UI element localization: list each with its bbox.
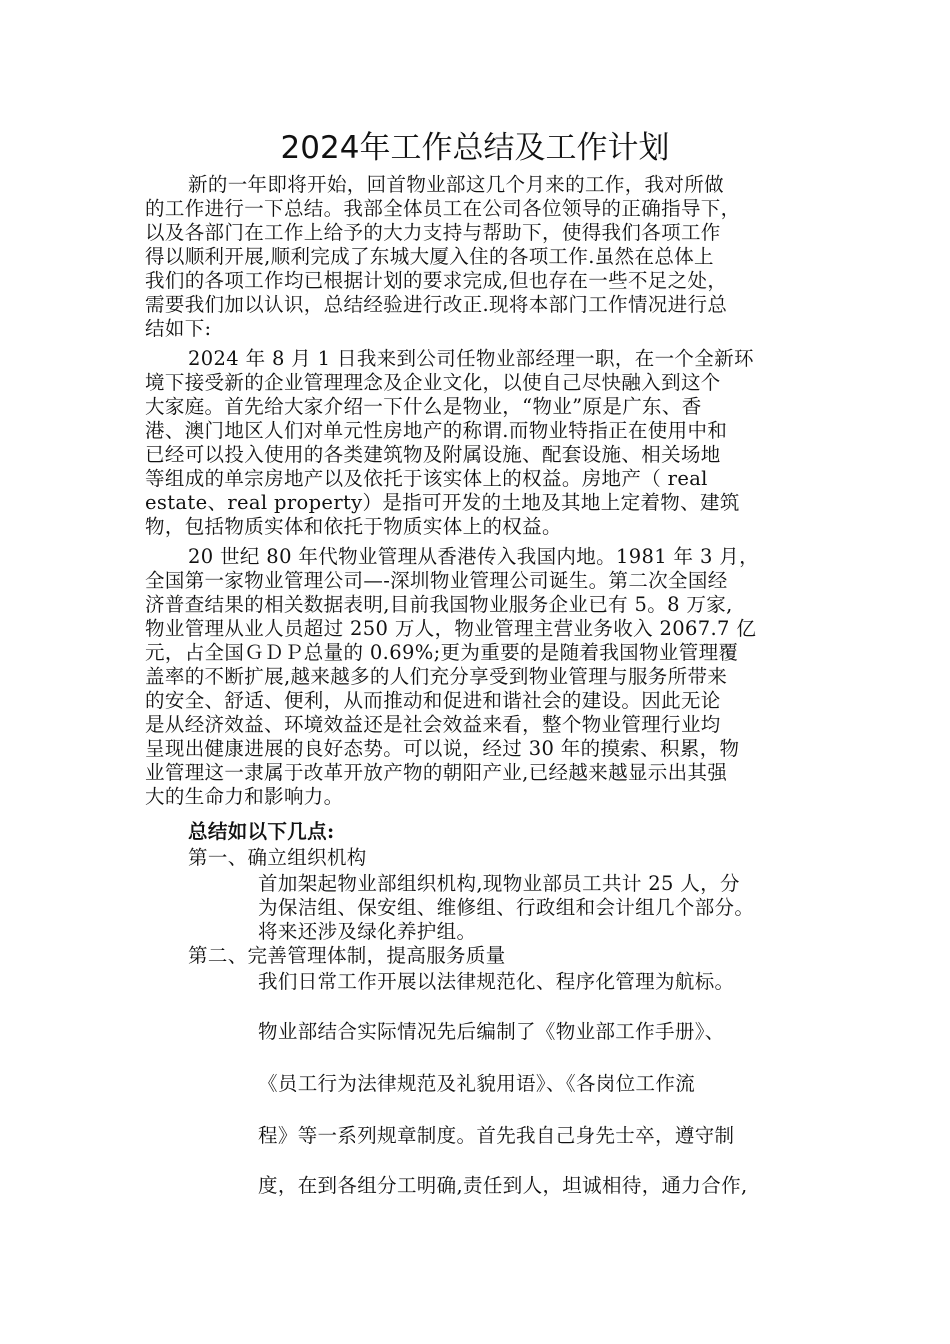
paragraph-line: 济普查结果的相关数据表明,目前我国物业服务企业已有 5。8 万家, [145,593,733,616]
paragraph-line: estate、real property）是指可开发的土地及其地上定着物、建筑 [145,491,740,514]
summary-heading: 总结如以下几点: [188,820,335,843]
paragraph-line: 港、澳门地区人们对单元性房地产的称谓.而物业特指正在使用中和 [145,419,728,442]
paragraph-line: 物，包括物质实体和依托于物质实体上的权益。 [145,515,562,538]
paragraph-line: 2024 年 8 月 1 日我来到公司任物业部经理一职，在一个全新环 [188,347,754,370]
paragraph-line: 全国第一家物业管理公司—-深圳物业管理公司诞生。第二次全国经 [145,569,728,592]
point2-heading: 第二、完善管理体制，提高服务质量 [188,944,506,967]
paragraph-line: 的工作进行一下总结。我部全体员工在公司各位领导的正确指导下， [145,197,741,220]
paragraph-line: 的安全、舒适、便利，从而推动和促进和谐社会的建设。因此无论 [145,689,721,712]
paragraph-line: 大家庭。首先给大家介绍一下什么是物业，“物业”原是广东、香 [145,395,702,418]
document-title: 2024年工作总结及工作计划 [280,130,670,166]
paragraph-line: 程》等一系列规章制度。首先我自己身先士卒，遵守制 [258,1124,735,1147]
paragraph-line: 需要我们加以认识，总结经验进行改正.现将本部门工作情况进行总 [145,293,728,316]
paragraph-line: 物业管理从业人员超过 250 万人，物业管理主营业务收入 2067.7 亿 [145,617,757,640]
paragraph-line: 元，占全国ＧＤＰ总量的 0.69%;更为重要的是随着我国物业管理覆 [145,641,739,664]
paragraph-line: 等组成的单宗房地产以及依托于该实体上的权益。房地产（ real [145,467,708,490]
paragraph-line: 将来还涉及绿化养护组。 [258,920,477,943]
paragraph-line: 首加架起物业部组织机构,现物业部员工共计 25 人，分 [258,872,740,895]
paragraph-line: 《员工行为法律规范及礼貌用语》、《各岗位工作流 [258,1072,696,1095]
paragraph-line: 是从经济效益、环境效益还是社会效益来看，整个物业管理行业均 [145,713,721,736]
paragraph-intro [145,173,815,343]
paragraph-line: 为保洁组、保安组、维修组、行政组和会计组几个部分。 [258,896,755,919]
paragraph-line: 得以顺利开展,顺利完成了东城大厦入住的各项工作.虽然在总体上 [145,245,714,268]
point1-body [258,872,818,944]
paragraph-line: 我们的各项工作均已根据计划的要求完成,但也存在一些不足之处， [145,269,728,292]
paragraph-line: 呈现出健康进展的良好态势。可以说，经过 30 年的摸索、积累，物 [145,737,740,760]
point1-heading: 第一、确立组织机构 [188,846,367,869]
paragraph-property-definition [145,347,815,541]
paragraph-line: 物业部结合实际情况先后编制了《物业部工作手册》、 [258,1020,725,1043]
paragraph-line: 新的一年即将开始，回首物业部这几个月来的工作，我对所做 [188,173,724,196]
paragraph-line: 度，在到各组分工明确,责任到人，坦诚相待，通力合作, [258,1174,748,1197]
point2-body [258,970,818,1197]
paragraph-line: 结如下: [145,317,212,340]
paragraph-line: 我们日常工作开展以法律规范化、程序化管理为航标。 [258,970,735,993]
paragraph-line: 业管理这一隶属于改革开放产物的朝阳产业,已经越来越显示出其强 [145,761,728,784]
paragraph-line: 已经可以投入使用的各类建筑物及附属设施、配套设施、相关场地 [145,443,721,466]
paragraph-industry-history [145,545,815,811]
paragraph-line: 盖率的不断扩展,越来越多的人们充分享受到物业管理与服务所带来 [145,665,728,688]
paragraph-line: 20 世纪 80 年代物业管理从香港传入我国内地。1981 年 3 月， [188,545,759,568]
paragraph-line: 境下接受新的企业管理理念及企业文化，以使自己尽快融入到这个 [145,371,721,394]
paragraph-line: 以及各部门在工作上给予的大力支持与帮助下，使得我们各项工作 [145,221,721,244]
paragraph-line: 大的生命力和影响力。 [145,785,344,808]
